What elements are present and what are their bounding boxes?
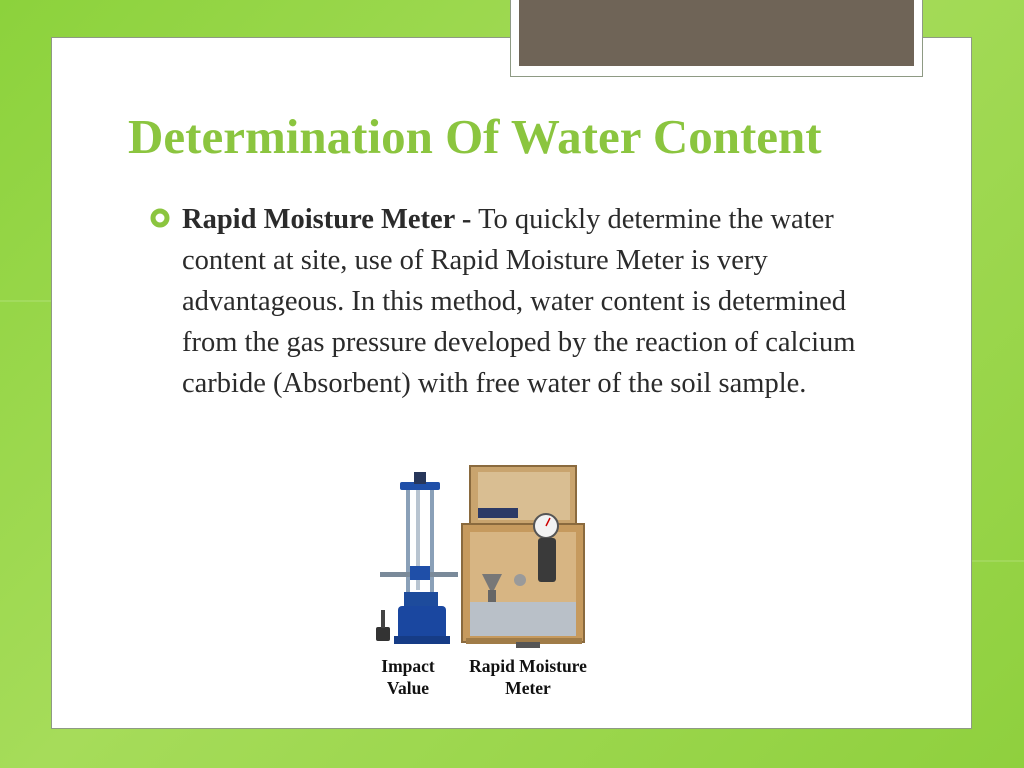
caption-rapid-moisture-meter-text: Rapid Moisture Meter	[469, 656, 587, 698]
bullet-paragraph	[182, 199, 902, 404]
bullet-text: To quickly determine the water content at site, use of Rapid Moisture Meter is very advantageous. In this method, water content is determined from the gas pressure developed by the reaction of calcium carbide (Absorbent) with free water of the soil sample.	[182, 204, 856, 399]
caption-impact-value	[371, 655, 445, 699]
impact-apparatus	[376, 472, 458, 644]
caption-rapid-moisture-meter	[455, 655, 601, 699]
slide-title: Determination Of Water Content	[128, 109, 822, 164]
equipment-photo	[370, 462, 610, 652]
rapid-moisture-meter-case	[462, 466, 584, 648]
ring-bullet-icon	[150, 208, 170, 228]
header-band	[519, 0, 914, 66]
background-decoration	[972, 560, 1024, 562]
background-decoration	[0, 300, 51, 302]
caption-impact-value-text: Impact Value	[381, 656, 435, 698]
bullet-term: Rapid Moisture Meter -	[182, 204, 472, 235]
